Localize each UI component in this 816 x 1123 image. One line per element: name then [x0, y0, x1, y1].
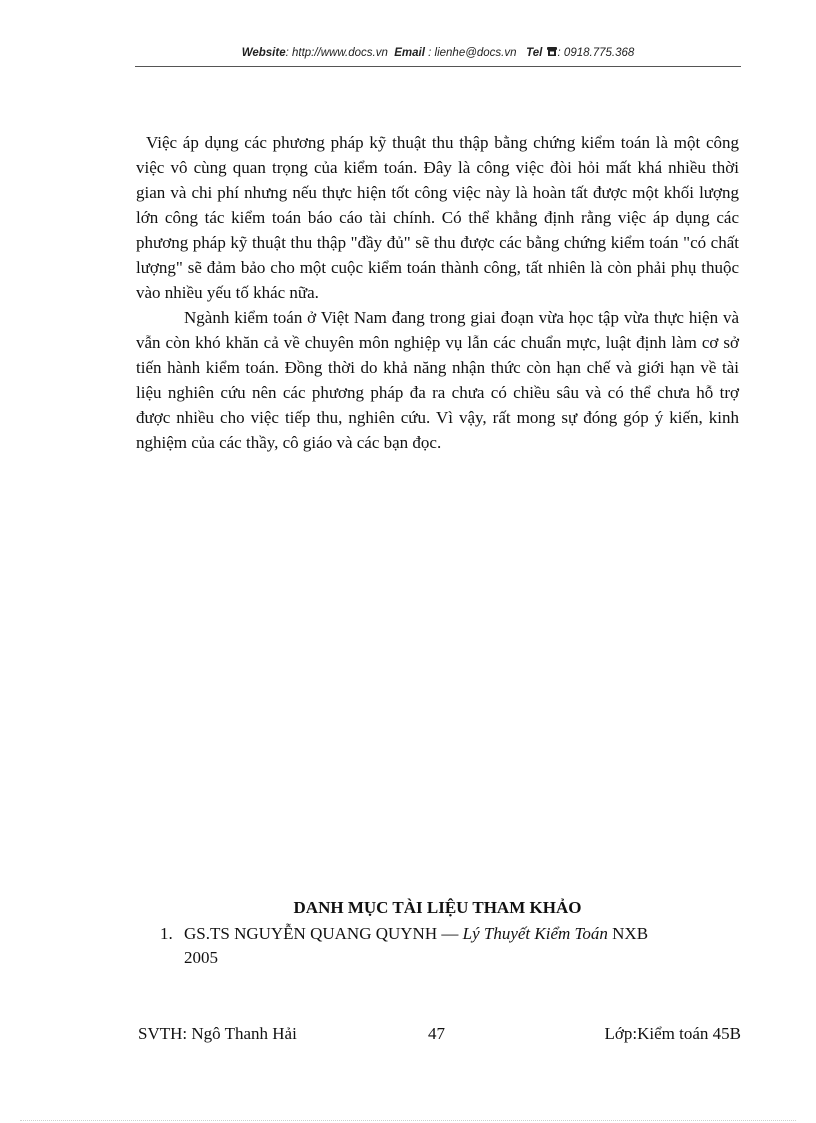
- footer-class: Lớp:Kiểm toán 45B: [604, 1024, 741, 1043]
- reference-number: 1.: [160, 924, 173, 943]
- references-title: DANH MỤC TÀI LIỆU THAM KHẢO: [293, 898, 582, 917]
- bottom-divider: [20, 1120, 796, 1121]
- email-value[interactable]: : lienhe@docs.vn: [424, 47, 517, 59]
- page-footer: [138, 1024, 741, 1048]
- website-label: Website: [241, 47, 286, 59]
- email-label: Email: [394, 47, 425, 59]
- reference-work: Lý Thuyết Kiểm Toán: [462, 924, 608, 943]
- reference-publisher: NXB: [612, 924, 649, 943]
- reference-year: 2005: [184, 948, 218, 967]
- paragraph-1: Việc áp dụng các phương pháp kỹ thuật thu thập bằng chứng kiểm toán là một công việc vô cùng quan trọng của kiểm toán. Đây là công việc đòi hỏi mất khá nhiều thời gian và chi phí nhưng nếu thực hiện tốt công việc này là hoàn tất được một khối lượng lớn công tác kiểm toán báo cáo tài chính. Có thể khẳng định rằng việc áp dụng các phương pháp kỹ thuật thu thập "đầy đủ" sẽ thu được các bằng chứng kiểm toán "có chất lượng" sẽ đảm bảo cho một cuộc kiểm toán thành công, tất nhiên là còn phải phụ thuộc vào nhiều yếu tố khác nữa.: [136, 133, 739, 302]
- reference-author: GS.TS NGUYỄN QUANG QUYNH —: [184, 924, 459, 943]
- tel-label: Tel: [526, 47, 543, 59]
- page-number: 47: [428, 1024, 445, 1043]
- tel-value: : 0918.775.368: [557, 47, 635, 59]
- header-divider: [135, 66, 741, 67]
- reference-item: [160, 922, 740, 970]
- phone-icon: [546, 46, 558, 57]
- website-value[interactable]: : http://www.docs.vn: [285, 47, 388, 59]
- page-header: [135, 46, 741, 59]
- main-text: [136, 130, 739, 455]
- paragraph-2: Ngành kiểm toán ở Việt Nam đang trong giai đoạn vừa học tập vừa thực hiện và vẫn còn khó khăn cả về chuyên môn nghiệp vụ lẫn các chuẩn mực, luật định làm cơ sở tiến hành kiểm toán. Đồng thời do khả năng nhận thức còn hạn chế và giới hạn về tài liệu nghiên cứu nên các phương pháp đa ra chưa có chiều sâu và có thể chưa hỗ trợ được nhiều cho việc tiếp thu, nghiên cứu. Vì vậy, rất mong sự đóng góp ý kiến, kinh nghiệm của các thầy, cô giáo và các bạn đọc.: [136, 308, 739, 452]
- footer-student: SVTH: Ngô Thanh Hải: [138, 1024, 297, 1043]
